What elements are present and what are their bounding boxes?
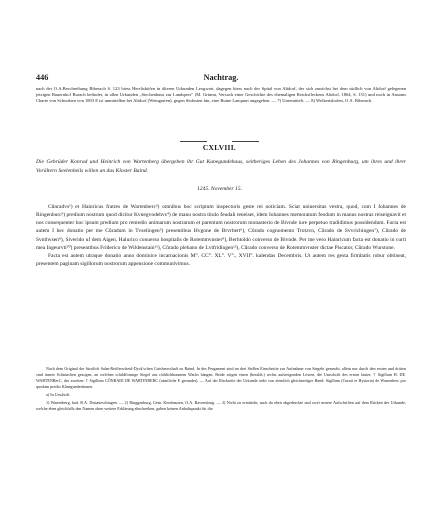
footnotes: 1) Wartenberg, bad. B.A. Donaueschingen. — 2) Ringgenburg, Gem. Kernhausen, O.A. Ravensburg. — 2) Nicht zu ermitteln; auch da eben abgedruckte und zwei neuere Aufschriften auf dem Rücken der Urkunde, welche eben gleichfalls den Namen ohne weitere Erklärung abschreiben, gaben keinen Anhaltspunkt für die: [36, 400, 406, 412]
running-title: Nachtrag.: [203, 73, 239, 82]
dateline: 1245. November 15.: [197, 186, 242, 192]
intro-note: nach der O.A.Beschreibung Biberach S. 123 hiess Herrlishöfen in älteren Urkunden Leogwart, dagegen hiess nach der Spital von Altdorf, der sich zunächst bei dem südlich von Altdorf gelegenen jetzigen Bauernhof Burach befindet, in allen Urkunden „Siechenhaus zur Landsperr" (M. Grimm, Versuch einer Geschichte des ehemaligen Reichsfleckens Altdorf, 1864, S. 151) und noch in Ansams Charte von Schwaben von 1803 E ist unmittelbar bei Altdorf (Weingarten), gegen Südosten hin, eine Ruine Lanquart angegeben. — 7) Unermittelt. — 8) Wolkertshofen, O.A. Biberach.: [36, 86, 406, 104]
running-header: [36, 73, 406, 82]
text-note: a) In Urschrift.: [46, 392, 71, 398]
document-number: CXLVIII.: [202, 143, 237, 152]
rule-left: [180, 141, 207, 142]
charter-text: [36, 203, 406, 268]
charter-paragraph: Cůnradvs¹) et Hainricus fratres de Wartenberc²) omnibus hoc scriptum inspecturis geste rei noticiam. Sciat uniuersitas vestra, quod, cum I Iohannes de Ringenburc³) predium nostrum quod dicitur Kvnegvndehvs⁴) de manu nostra titulo feudali teneiset, idem Iohannes memoratum feodum in manus nostras reiseignavit et nos consequenter hoc ipsum predium pro remedio animarum nostrarum et parentum nostrorum monasterio de Bivnde iure perpetuo tradidimus possidendum. Facta est autem I hec donatio per me Cůradum in Tvselingen⁵) presentibus Hvgone de Brvrbert⁶), Cůrado cognomento Trotzvn, Cůrado de Svvrichingen⁷), Cůrado de Svnthvsen⁸), Siverido uf dem Aigen, Halurico conuerso hospitalis de Rotemmvnster⁹), Berhtoldo converso de Bivnde. Per me vero Hainricum facta est donatio in curti mea Ingeurvti¹⁰) presentibus Friderico de Wildenstain¹¹), Cůrado plebano de Lvtfridingen¹²), Cůrado converso de Rotemmvnster dictae Piscator, Cůrado Wurstone.: [36, 204, 406, 251]
regest: Die Gebrüder Konrad und Heinrich von Wartenberg übergeben ihr Gut Kunegundehaus, seitheriges Lehen des Johannes von Ringenburg, um ihres und ihrer Vorältern Seelenheils willen an das Kloster Baind.: [36, 159, 406, 174]
apparatus: [36, 366, 406, 412]
source-note: Nach dem Original der fürstlich Salm-Reifferscheid-Dyck'schen Gutsherrschaft zu Baind. In des Pergament sind an drei Stellen Einschnitte zur Aufnahme von Siegeln gemacht, allein nur durch den ersten und dritten sind innere Schnürchen gezogen, an welchen schildförmige Siegel aus röthlichbraunem Wachs hängen. Beide zeigen einen (heraldi.) rechts aufsteigenden Löwen, die Umschrift des ersten lautet: † Sigillum H. DE. WARTENBerC, des zweiten: † Sigillum CŌNRADI DE WARTINBERC (sämtliche E gerundet). — Auf der Rückseite der Urkunde steht von ziemlich gleichzeitiger Hand: Sigillum (Curati et Hystoria) de Wartenberc pro quodam predio Kůnegundenhusen.: [36, 366, 406, 390]
rule-right: [232, 141, 259, 142]
page-number: 446: [36, 73, 49, 82]
charter-paragraph: Facta est autem utraque donatio anno dominice incarnacionis M°. CC°. XL°. V°., XVII°. kalendas Decembris. Ut autem res gesta firmitatis robur obtineat, presentem paginam sigillorum nostrorum appensione communivimus.: [36, 252, 406, 268]
